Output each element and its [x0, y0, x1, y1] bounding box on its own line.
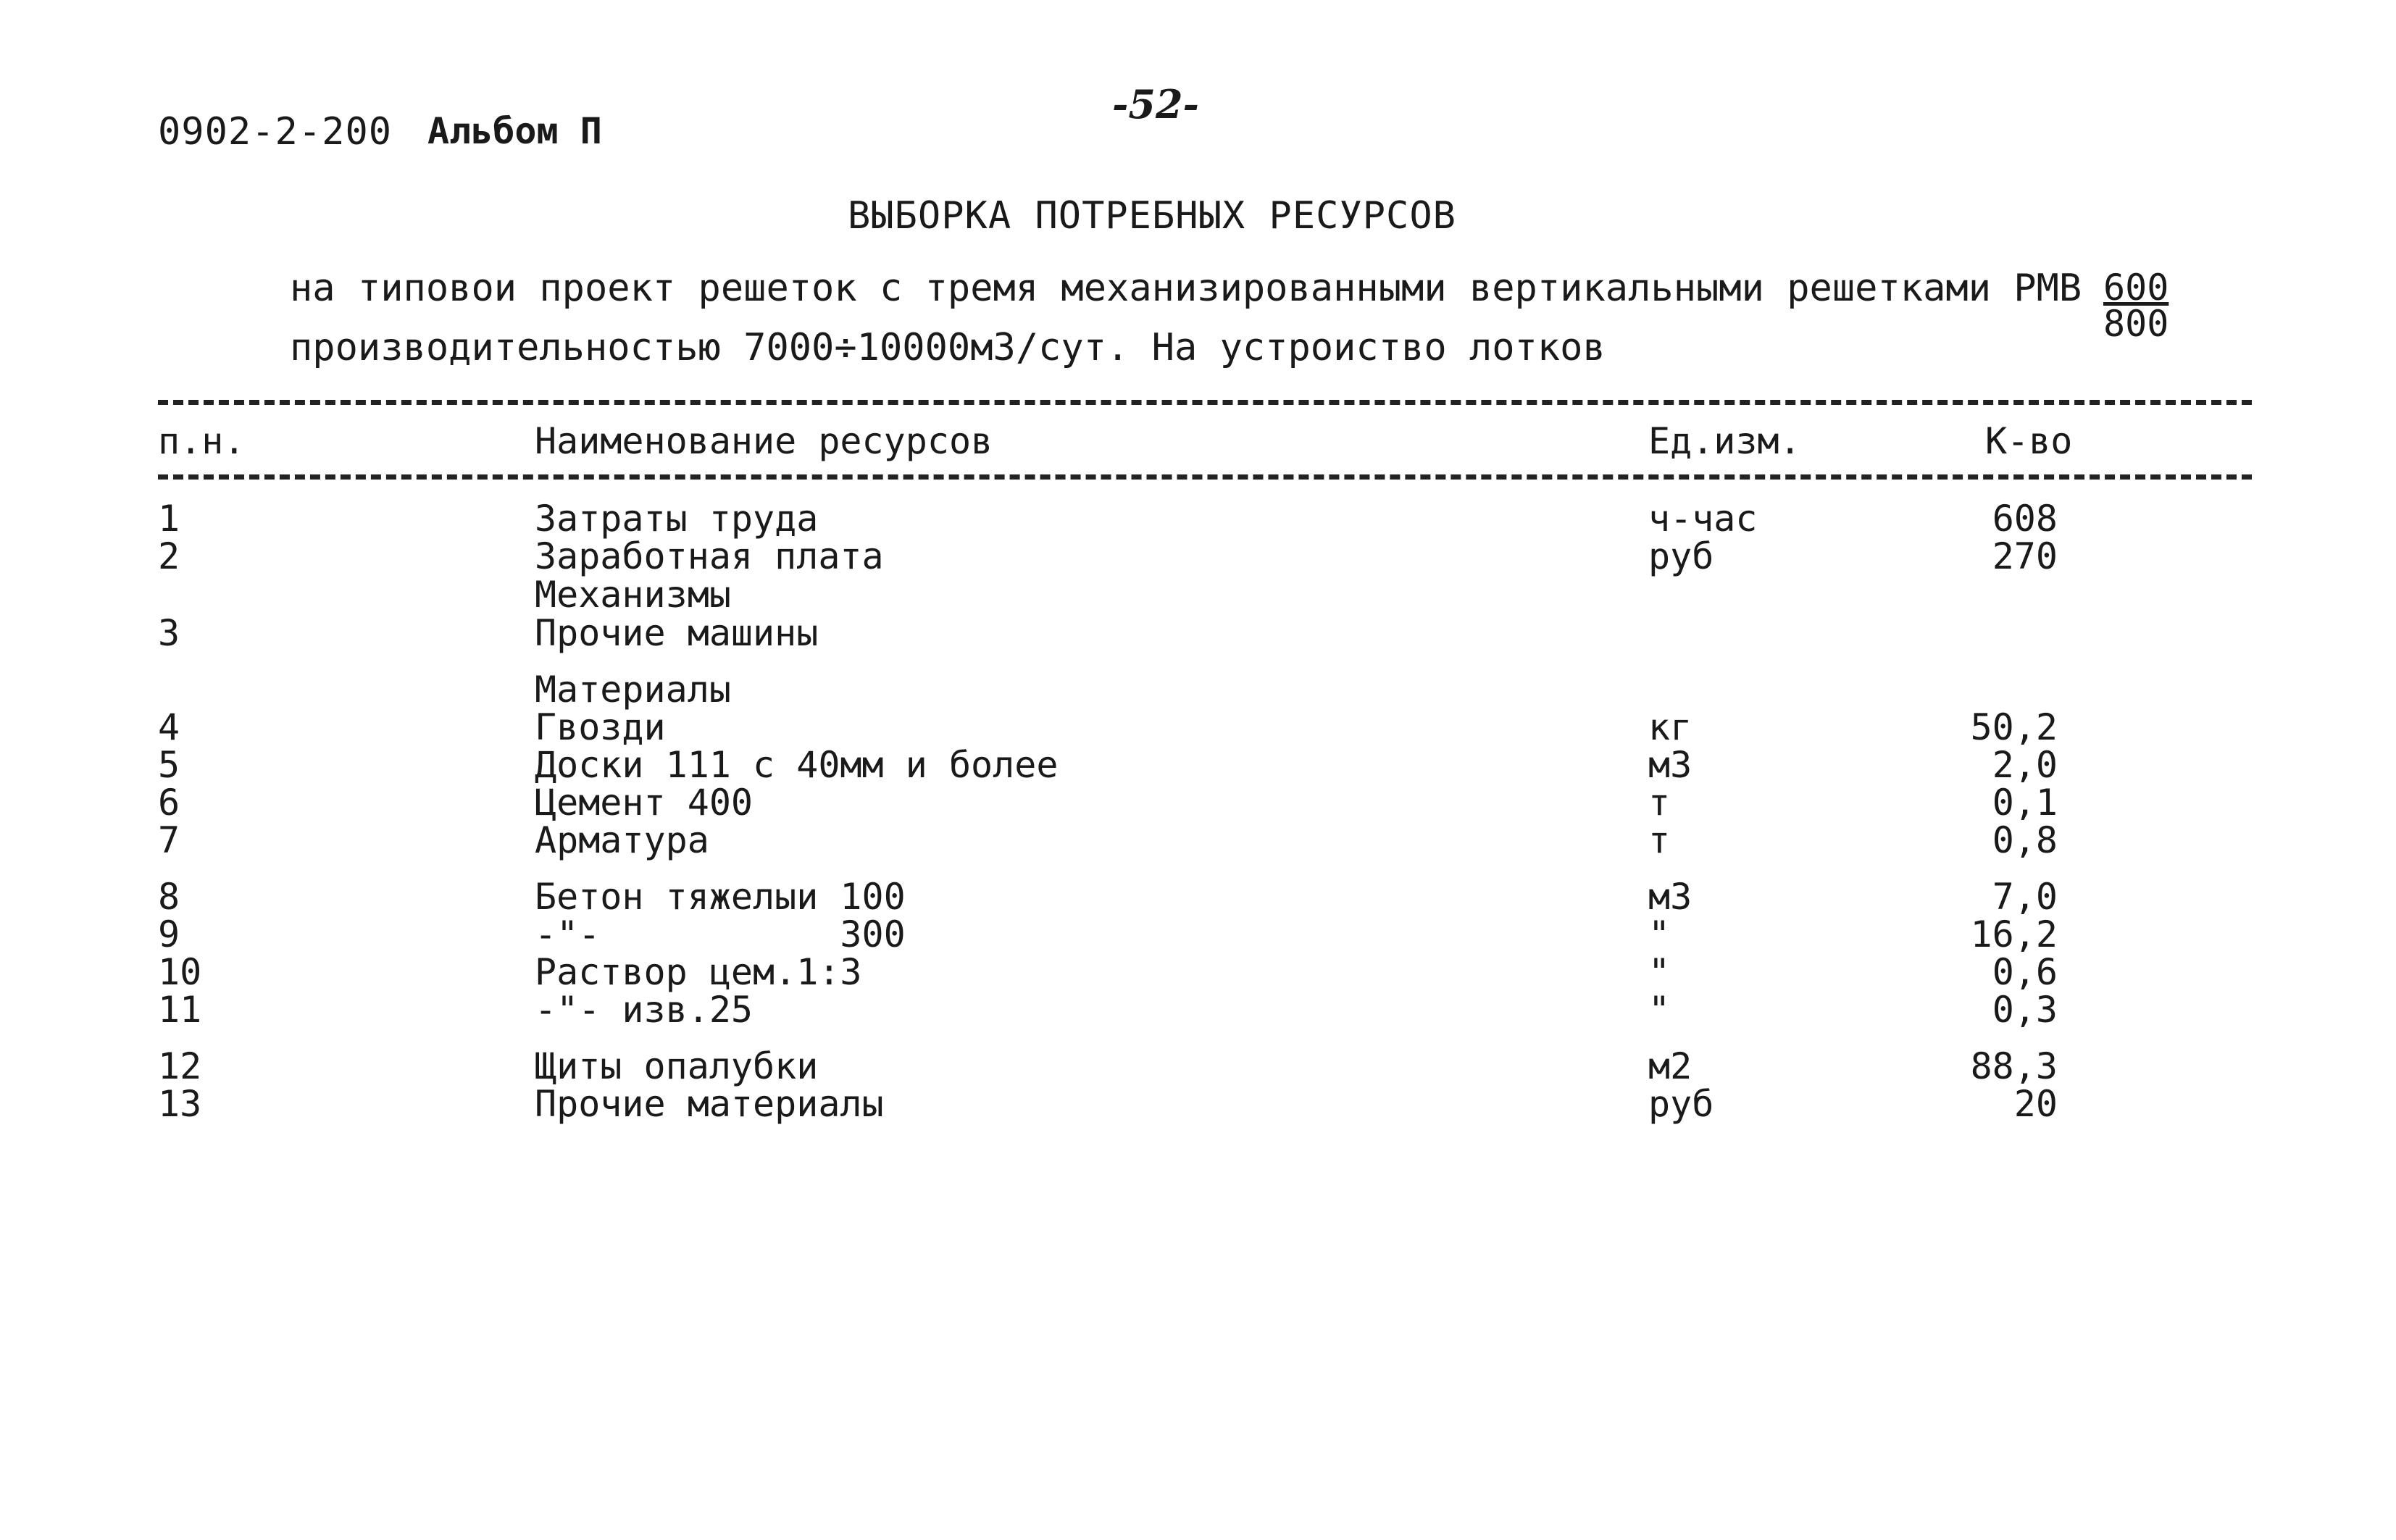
table-header-rule [158, 474, 2252, 480]
table-row-14-quantity: 88,3 [1970, 1045, 2058, 1087]
table-row-5-resource-name: Материалы [535, 669, 731, 711]
table-row-4-resource-name: Прочие машины [535, 612, 819, 654]
table-row-6-unit: кг [1648, 706, 1692, 748]
table-row-3-resource-name: Механизмы [535, 574, 731, 616]
table-row-14-resource-name: Щиты опалубки [535, 1045, 819, 1087]
table-row-15-quantity: 20 [2013, 1083, 2058, 1125]
table-row-15-unit: руб [1648, 1083, 1714, 1125]
table-row-8-unit: т [1648, 782, 1671, 824]
table-row-11-quantity: 16,2 [1970, 913, 2058, 955]
table-row-9-row-number: 7 [158, 819, 180, 861]
subtitle-line-2: производительностью 7000÷10000м3/сут. На устроиство лотков [290, 326, 1606, 369]
table-row-7-row-number: 5 [158, 744, 180, 786]
model-size-top: 600 [2103, 267, 2169, 309]
table-row-10-row-number: 8 [158, 876, 180, 918]
table-row-13-row-number: 11 [158, 989, 202, 1031]
page-number: -52- [1112, 81, 1199, 127]
table-row-2-resource-name: Заработная плата [535, 535, 884, 577]
table-row-11-unit: " [1648, 913, 1671, 955]
table-row-4-row-number: 3 [158, 612, 180, 654]
table-row-10-resource-name: Бетон тяжелыи 100 [535, 876, 906, 918]
column-header-number: п.н. [158, 420, 246, 462]
table-top-rule [158, 400, 2252, 405]
table-row-15-resource-name: Прочие материалы [535, 1083, 884, 1125]
table-row-1-row-number: 1 [158, 498, 180, 540]
subtitle-line-1: на типовои проект решеток с тремя механизированными вертикальными решетками РМВ [290, 267, 2082, 310]
table-row-8-resource-name: Цемент 400 [535, 782, 754, 824]
table-row-13-resource-name: -"- изв.25 [535, 989, 754, 1031]
table-row-12-quantity: 0,6 [1992, 951, 2058, 993]
table-row-7-quantity: 2,0 [1992, 744, 2058, 786]
table-row-15-row-number: 13 [158, 1083, 202, 1125]
page-title: ВЫБОРКА ПОТРЕБНЫХ РЕСУРСОВ [848, 194, 1456, 238]
table-row-14-unit: м2 [1648, 1045, 1692, 1087]
table-row-9-unit: т [1648, 819, 1671, 861]
table-row-11-row-number: 9 [158, 913, 180, 955]
table-row-10-quantity: 7,0 [1992, 876, 2058, 918]
table-row-12-row-number: 10 [158, 951, 202, 993]
table-row-9-quantity: 0,8 [1992, 819, 2058, 861]
document-code: 0902-2-200 [158, 110, 393, 154]
table-row-8-quantity: 0,1 [1992, 782, 2058, 824]
table-row-1-unit: ч-час [1648, 498, 1758, 540]
column-header-name: Наименование ресурсов [535, 420, 993, 462]
table-row-6-row-number: 4 [158, 706, 180, 748]
table-row-10-unit: м3 [1648, 876, 1692, 918]
column-header-unit: Ед.изм. [1648, 420, 1801, 462]
table-row-13-quantity: 0,3 [1992, 989, 2058, 1031]
table-row-2-row-number: 2 [158, 535, 180, 577]
table-row-14-row-number: 12 [158, 1045, 202, 1087]
table-row-6-quantity: 50,2 [1970, 706, 2058, 748]
table-row-2-unit: руб [1648, 535, 1714, 577]
table-row-8-row-number: 6 [158, 782, 180, 824]
table-row-11-resource-name: -"- 300 [535, 913, 906, 955]
model-size-bottom: 800 [2103, 303, 2169, 345]
table-row-1-quantity: 608 [1992, 498, 2058, 540]
table-row-12-resource-name: Раствор цем.1:3 [535, 951, 862, 993]
table-row-1-resource-name: Затраты труда [535, 498, 819, 540]
table-row-7-resource-name: Доски 111 с 40мм и более [535, 744, 1059, 786]
table-row-7-unit: м3 [1648, 744, 1692, 786]
table-row-2-quantity: 270 [1992, 535, 2058, 577]
column-header-quantity: К-во [1985, 420, 2073, 462]
table-row-9-resource-name: Арматура [535, 819, 709, 861]
table-row-12-unit: " [1648, 951, 1671, 993]
table-row-6-resource-name: Гвозди [535, 706, 666, 748]
album-label: Альбом П [427, 110, 602, 152]
table-row-13-unit: " [1648, 989, 1671, 1031]
